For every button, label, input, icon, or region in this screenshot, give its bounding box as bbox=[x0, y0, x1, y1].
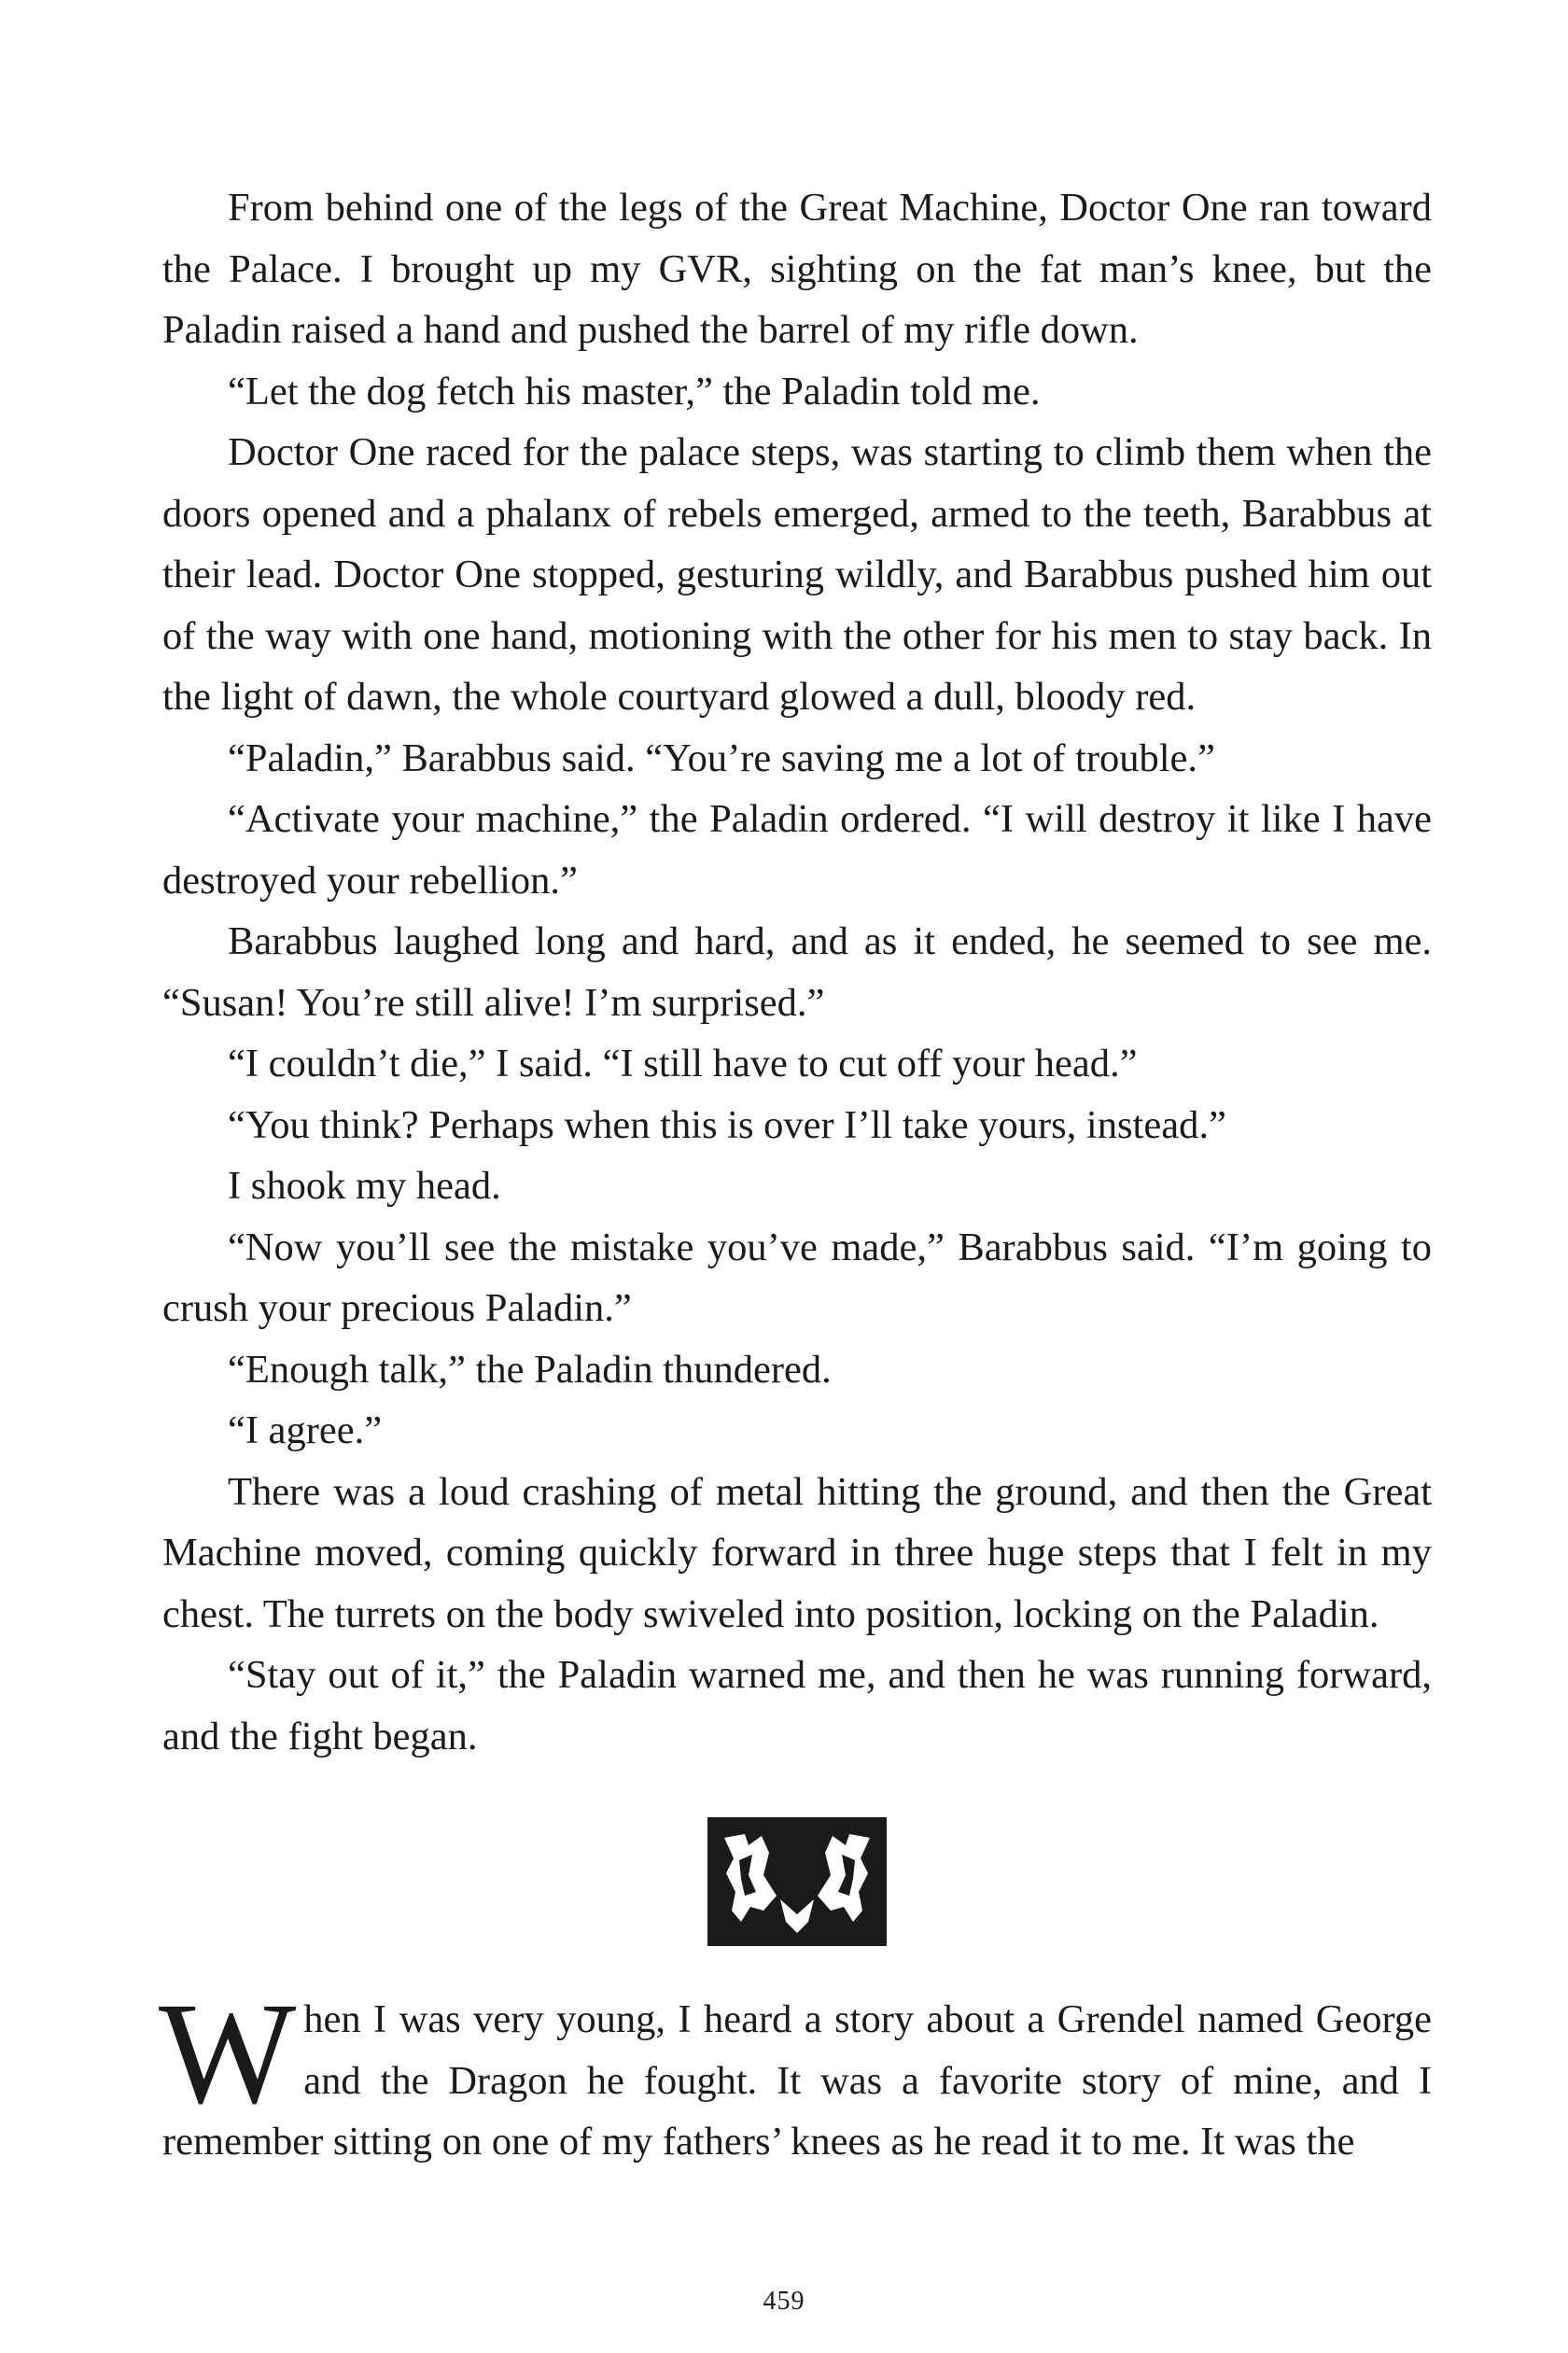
section-break bbox=[162, 1774, 1432, 1989]
paragraph-13: There was a loud crashing of metal hitting the ground, and then the Great Machine moved, coming quickly forward in three huge steps that I felt in my chest. The turrets on the body swiveled into position, locking on the Paladin. bbox=[162, 1469, 1432, 1636]
paragraph-14: “Stay out of it,” the Paladin warned me, and then he was running forward, and the fight began. bbox=[162, 1653, 1432, 1758]
paragraph-9: I shook my head. bbox=[228, 1164, 501, 1208]
page-body bbox=[159, 177, 1432, 2173]
section-opening-text: hen I was very young, I heard a story about a Grendel named George and the Dragon he fought. It was a favorite story of mine, and I remember sitting on one of my fathers’ knees as he read it to me. It was the bbox=[162, 1997, 1432, 2164]
paladin-emblem-icon bbox=[707, 1817, 887, 1946]
paragraph-5: “Activate your machine,” the Paladin ordered. “I will destroy it like I have destroyed your rebellion.” bbox=[162, 797, 1432, 903]
paragraph-12: “I agree.” bbox=[228, 1408, 383, 1452]
section-opening-paragraph bbox=[159, 1972, 1432, 2173]
paragraph-3: Doctor One raced for the palace steps, was starting to climb them when the doors opened and a phalanx of rebels emerged, armed to the teeth, Barabbus at their lead. Doctor One stopped, gesturing wildly, and Barabbus pushed him out of the way with one hand, motioning with the other for his men to stay back. In the light of dawn, the whole courtyard glowed a dull, bloody red. bbox=[162, 430, 1432, 719]
page-number: 459 bbox=[763, 2287, 805, 2316]
paragraph-6: Barabbus laughed long and hard, and as it ended, he seemed to see me. “Susan! You’re still alive! I’m surprised.” bbox=[162, 919, 1432, 1025]
paragraph-2: “Let the dog fetch his master,” the Paladin told me. bbox=[228, 369, 1041, 413]
paragraph-1: From behind one of the legs of the Great Machine, Doctor One ran toward the Palace. I brought up my GVR, sighting on the fat man’s knee, but the Paladin raised a hand and pushed the barrel of my rifle down. bbox=[162, 186, 1432, 352]
paragraph-8: “You think? Perhaps when this is over I’ll take yours, instead.” bbox=[228, 1102, 1226, 1147]
paragraph-4: “Paladin,” Barabbus said. “You’re saving me a lot of trouble.” bbox=[228, 735, 1215, 780]
paragraph-11: “Enough talk,” the Paladin thundered. bbox=[228, 1347, 832, 1392]
paragraph-10: “Now you’ll see the mistake you’ve made,” Barabbus said. “I’m going to crush your precious Paladin.” bbox=[162, 1225, 1432, 1330]
paragraph-7: “I couldn’t die,” I said. “I still have to cut off your head.” bbox=[228, 1042, 1138, 1085]
drop-cap: W bbox=[159, 1972, 297, 2134]
